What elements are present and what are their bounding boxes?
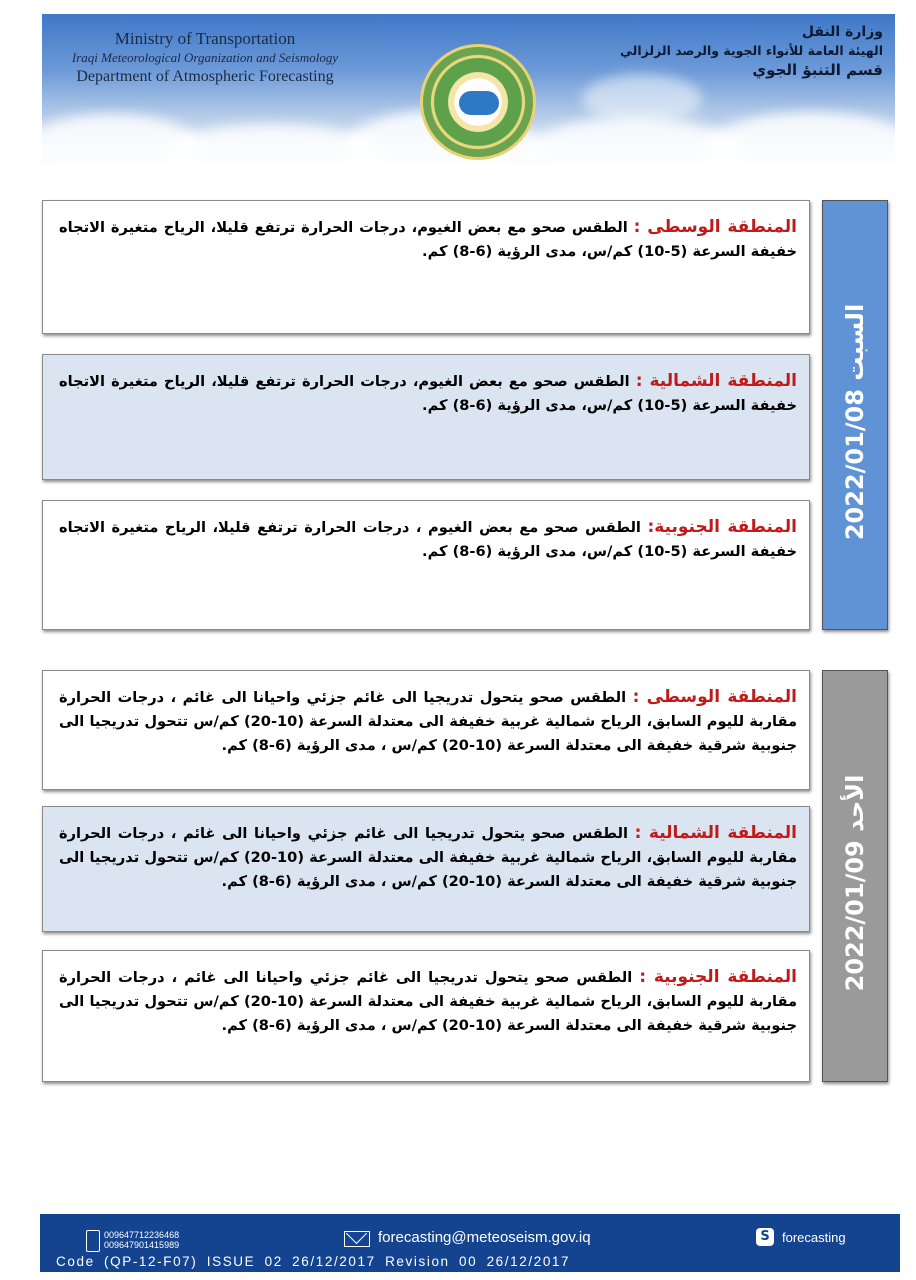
forecast-body: الطقس صحو مع بعض الغيوم ، درجات الحرارة ترتفع قليلا، الرياح متغيرة الاتجاه خفيفة السرعة (5-10) كم/س، مدى الرؤية (6-8) كم. — [59, 519, 797, 560]
date-label — [841, 761, 869, 992]
department-name-en: Department of Atmospheric Forecasting — [76, 67, 334, 85]
date-value: 2022/01/09 — [841, 840, 869, 992]
document-code-line: Code (QP-12-F07) ISSUE 02 26/12/2017 Revision 00 26/12/2017 — [56, 1254, 571, 1269]
page-header — [42, 14, 895, 164]
forecast-body: الطقس صحو مع بعض الغيوم، درجات الحرارة ترتفع قليلا، الرياح متغيرة الاتجاه خفيفة السرعة (5-10) كم/س، مدى الرؤية (6-8) كم. — [59, 219, 797, 260]
region-label: المنطقة الجنوبية : — [639, 967, 797, 987]
forecast-panel-southern-day2 — [42, 950, 810, 1082]
day-name: السبت — [841, 303, 869, 381]
forecast-panel-southern-day1 — [42, 500, 810, 630]
forecast-text — [59, 215, 797, 264]
forecast-body: الطقس صحو يتحول تدريجيا الى غائم جزئي واحيانا الى غائم ، درجات الحرارة مقاربة لليوم السابق، الرياح شمالية غربية خفيفة الى معتدلة السرعة (10-20) كم/س تتحول تدريجيا الى جنوبية شرقية خفيفة الى معتدلة السرعة (10-20) كم/س ، مدى الرؤية (6-8) كم. — [59, 689, 797, 754]
day-name: الأحد — [841, 774, 869, 832]
phone-number-1[interactable]: 009647712236468 — [104, 1230, 180, 1240]
ministry-name-en: Ministry of Transportation — [114, 29, 296, 48]
organization-name-en: Iraqi Meteorological Organization and Seismology — [71, 50, 339, 66]
phone-numbers — [104, 1230, 179, 1250]
phone-icon — [86, 1230, 100, 1252]
skype-handle[interactable]: forecasting — [782, 1230, 846, 1245]
forecast-body: الطقس صحو يتحول تدريجيا الى غائم جزئي واحيانا الى غائم ، درجات الحرارة مقاربة لليوم السابق، الرياح شمالية غربية خفيفة الى معتدلة السرعة (10-20) كم/س تتحول تدريجيا الى جنوبية شرقية خفيفة الى معتدلة السرعة (10-20) كم/س ، مدى الرؤية (6-8) كم. — [59, 969, 797, 1034]
ministry-name-ar: وزارة النقل — [801, 24, 883, 40]
forecast-panel-northern-day1 — [42, 354, 810, 480]
forecast-text — [59, 369, 797, 418]
logo-emblem-icon — [459, 91, 499, 115]
english-heading — [60, 28, 350, 88]
email-link[interactable]: forecasting@meteoseism.gov.iq — [378, 1229, 591, 1246]
forecast-panel-central-day1 — [42, 200, 810, 334]
forecast-panel-central-day2 — [42, 670, 810, 790]
skype-icon: S — [756, 1228, 774, 1246]
forecast-text — [59, 685, 797, 758]
date-value: 2022/01/08 — [841, 389, 869, 541]
mail-icon — [344, 1231, 370, 1247]
date-label — [841, 290, 869, 540]
forecast-text — [59, 965, 797, 1038]
phone-number-2[interactable]: 009647901415989 — [104, 1240, 180, 1250]
organization-name-ar: الهيئة العامة للأنواء الجوية والرصد الزلزالي — [620, 43, 883, 59]
forecast-text — [59, 515, 797, 564]
ministry-logo — [420, 44, 536, 160]
forecast-body: الطقس صحو يتحول تدريجيا الى غائم جزئي واحيانا الى غائم ، درجات الحرارة مقاربة لليوم السابق، الرياح شمالية غربية خفيفة الى معتدلة السرعة (10-20) كم/س تتحول تدريجيا الى جنوبية شرقية خفيفة الى معتدلة السرعة (10-20) كم/س ، مدى الرؤية (6-8) كم. — [59, 825, 797, 890]
region-label: المنطقة الشمالية : — [634, 823, 797, 843]
region-label: المنطقة الجنوبية: — [647, 517, 797, 537]
forecast-text — [59, 821, 797, 894]
page-footer — [40, 1214, 900, 1272]
date-sidebar-day1 — [822, 200, 888, 630]
region-label: المنطقة الوسطى : — [632, 687, 797, 707]
arabic-heading — [583, 22, 883, 82]
region-label: المنطقة الوسطى : — [633, 217, 797, 237]
department-name-ar: قسم التنبؤ الجوي — [752, 61, 883, 80]
forecast-panel-northern-day2 — [42, 806, 810, 932]
date-sidebar-day2 — [822, 670, 888, 1082]
region-label: المنطقة الشمالية : — [635, 371, 797, 391]
forecast-body: الطقس صحو مع بعض الغيوم، درجات الحرارة ترتفع قليلا، الرياح متغيرة الاتجاه خفيفة السرعة (5-10) كم/س، مدى الرؤية (6-8) كم. — [59, 373, 797, 414]
